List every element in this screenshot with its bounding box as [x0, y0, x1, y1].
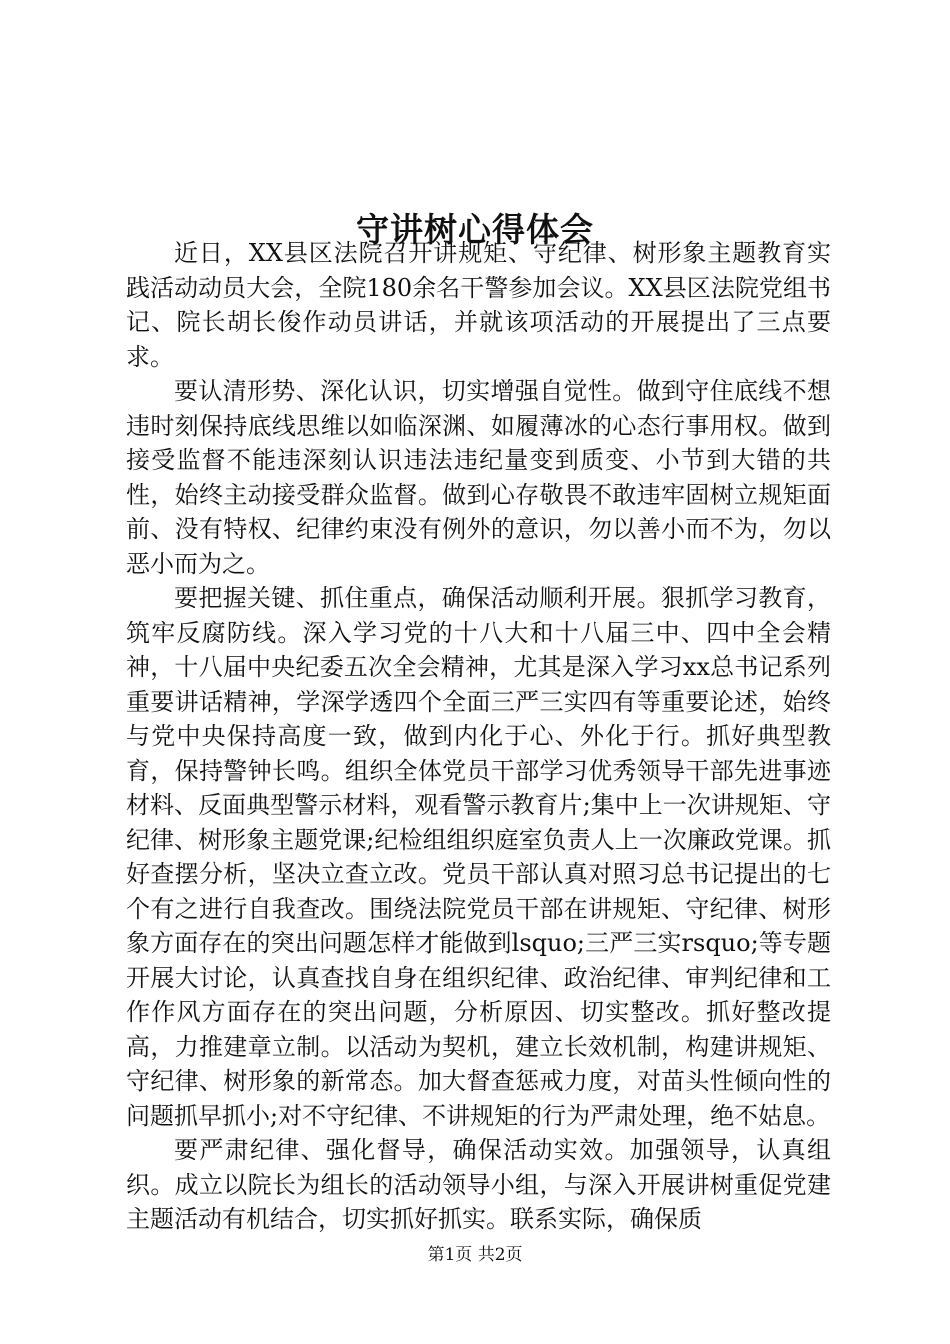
body-paragraph: 要认清形势、深化认识，切实增强自觉性。做到守住底线不想违时刻保持底线思维以如临深渊、如履薄冰的心态行事用权。做到接受监督不能违深刻认识违法违纪量变到质变、小节到大错的共性，始终主动接受群众监督。做到心存敬畏不敢违牢固树立规矩面前、没有特权、纪律约束没有例外的意识，勿以善小而不为，勿以恶小而为之。	[126, 377, 831, 578]
page-number: 第1页 共2页	[427, 1245, 523, 1265]
document-body	[126, 236, 831, 1237]
body-paragraph: 近日，XX县区法院召开讲规矩、守纪律、树形象主题教育实践活动动员大会，全院180余名干警参加会议。XX县区法院党组书记、院长胡长俊作动员讲话，并就该项活动的开展提出了三点要求。	[126, 239, 831, 371]
body-paragraph: 要把握关键、抓住重点，确保活动顺利开展。狠抓学习教育，筑牢反腐防线。深入学习党的十八大和十八届三中、四中全会精神，十八届中央纪委五次全会精神，尤其是深入学习xx总书记系列重要讲话精神，学深学透四个全面三严三实四有等重要论述，始终与党中央保持高度一致，做到内化于心、外化于行。抓好典型教育，保持警钟长鸣。组织全体党员干部学习优秀领导干部先进事迹材料、反面典型警示材料，观看警示教育片;集中上一次讲规矩、守纪律、树形象主题党课;纪检组组织庭室负责人上一次廉政党课。抓好查摆分析，坚决立查立改。党员干部认真对照习总书记提出的七个有之进行自我查改。围绕法院党员干部在讲规矩、守纪律、树形象方面存在的突出问题怎样才能做到lsquo;三严三实rsquo;等专题开展大讨论，认真查找自身在组织纪律、政治纪律、审判纪律和工作作风方面存在的突出问题，分析原因、切实整改。抓好整改提高，力推建章立制。以活动为契机，建立长效机制，构建讲规矩、守纪律、树形象的新常态。加大督查惩戒力度，对苗头性倾向性的问题抓早抓小;对不守纪律、不讲规矩的行为严肃处理，绝不姑息。	[126, 584, 831, 1130]
body-paragraph: 要严肃纪律、强化督导，确保活动实效。加强领导，认真组织。成立以院长为组长的活动领导小组，与深入开展讲树重促党建主题活动有机结合，切实抓好抓实。联系实际，确保质	[126, 1136, 831, 1233]
page-title: 守讲树心得体会	[356, 210, 594, 250]
page-footer	[0, 1243, 950, 1267]
